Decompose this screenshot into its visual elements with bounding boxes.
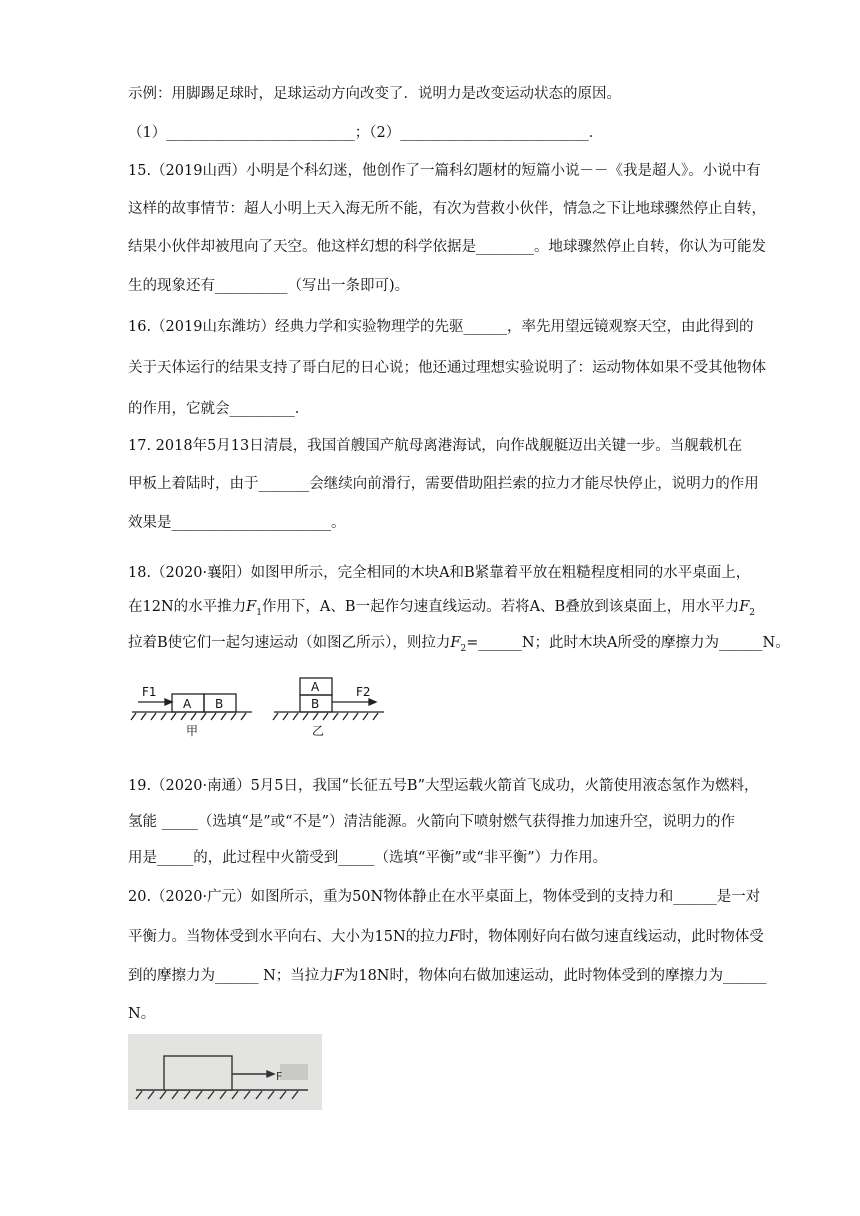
q15-line-4: 生的现象还有__________（写出一条即可)。 xyxy=(128,278,410,294)
q18-line-3: 拉着B使它们一起匀速运动（如图乙所示），则拉力$F_2=\_\_\_\_\_\_N$；此时木块A所受的摩擦力为______N。 xyxy=(128,635,790,654)
fig20-force-label: F xyxy=(276,1070,283,1083)
fig18-right-block-a: A xyxy=(311,680,320,694)
q19-line-2: 氢能 _____（选填“是”或“不是”）清洁能源。火箭向下喷射燃气获得推力加速升空，说明力的作 xyxy=(128,814,736,830)
q17-line-2: 甲板上着陆时，由于_______会继续向前滑行，需要借助阻拦索的拉力才能尽快停止，说明力的作用 xyxy=(128,476,759,492)
example-blanks: （1）__________________________；（2）__________________________． xyxy=(128,125,604,141)
fig18-left-caption: 甲 xyxy=(186,724,199,738)
q18-line-1: 18.（2020·襄阳）如图甲所示，完全相同的木块A和B紧靠着平放在粗糙程度相同的水平桌面上， xyxy=(128,565,751,581)
q20-line-4: N。 xyxy=(128,1006,156,1022)
fig18-left-force-label: F1 xyxy=(142,685,157,699)
q20-line-1: 20.（2020·广元）如图所示，重为50N物体静止在水平桌面上，物体受到的支持力和______是一对 xyxy=(128,889,761,905)
figure-20 xyxy=(128,1034,322,1110)
figure-18 xyxy=(128,672,388,742)
q20-line-3: 到的摩擦力为______ N；当拉力F为18N时，物体向右做加速运动，此时物体受到的摩擦力为______ xyxy=(128,968,767,984)
q16-line-2: 关于天体运行的结果支持了哥白尼的日心说；他还通过理想实验说明了：运动物体如果不受其他物体 xyxy=(128,360,766,376)
q18-line-2: 在12N的水平推力$F_1$作用下，A、B一起作匀速直线运动。若将A、B叠放到该桌面上，用水平力$F_2$ xyxy=(128,599,755,618)
q16-line-3: 的作用，它就会_________． xyxy=(128,401,310,417)
fig18-right-block-b: B xyxy=(311,697,320,711)
q17-line-1: 17. 2018年5月13日清晨，我国首艘国产航母离港海试，向作战舰艇迈出关键一步。当舰载机在 xyxy=(128,438,743,454)
q15-line-3: 结果小伙伴却被甩向了天空。他这样幻想的科学依据是________。地球骤然停止自转，你认为可能发 xyxy=(128,239,766,255)
fig18-right-caption: 乙 xyxy=(312,724,325,738)
q20-line-2: 平衡力。当物体受到水平向右、大小为15N的拉力F时，物体刚好向右做匀速直线运动，此时物体受 xyxy=(128,929,764,945)
q19-line-3: 用是_____的，此过程中火箭受到_____（选填“平衡”或“非平衡”）力作用。 xyxy=(128,850,608,866)
q19-line-1: 19.（2020·南通）5月5日，我国“长征五号B”大型运载火箭首飞成功，火箭使用液态氢作为燃料， xyxy=(128,778,759,794)
q15-line-1: 15.（2019山西）小明是个科幻迷，他创作了一篇科幻题材的短篇小说－－《我是超人》。小说中有 xyxy=(128,163,761,179)
q15-line-2: 这样的故事情节：超人小明上天入海无所不能，有次为营救小伙伴，情急之下让地球骤然停止自转， xyxy=(128,201,766,217)
fig18-left-block-b: B xyxy=(215,697,224,711)
q16-line-1: 16.（2019山东潍坊）经典力学和实验物理学的先驱______，率先用望远镜观察天空，由此得到的 xyxy=(128,319,754,335)
example-text: 示例：用脚踢足球时，足球运动方向改变了．说明力是改变运动状态的原因。 xyxy=(128,86,621,102)
fig18-left-block-a: A xyxy=(183,697,192,711)
fig18-right-force-label: F2 xyxy=(356,685,371,699)
q17-line-3: 效果是______________________。 xyxy=(128,515,346,531)
